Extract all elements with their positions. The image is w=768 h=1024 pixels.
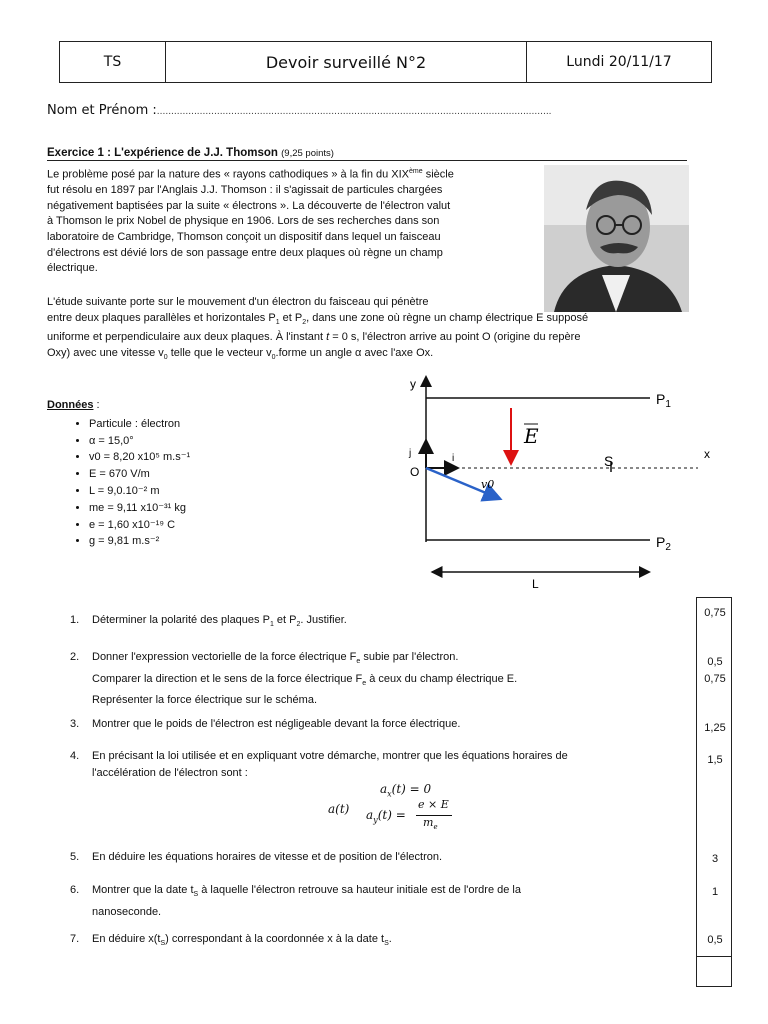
- question-number: 7.: [70, 933, 80, 945]
- eq-num: e × E: [418, 798, 449, 811]
- y-label: y: [410, 377, 416, 391]
- acceleration-equation: [258, 780, 458, 840]
- intro-paragraph: [47, 164, 533, 277]
- study-paragraph: [47, 295, 695, 366]
- score-value: 1,25: [704, 722, 726, 734]
- study-line: Oxy) avec une vitesse $v_0$ telle que le vecteur $v_0.forme$ un angle α avec l'axe Ox.: [47, 346, 434, 362]
- data-item: • g = 9,81 m.s⁻²: [89, 533, 190, 550]
- x-label: x: [704, 447, 710, 461]
- i-label: i: [452, 453, 455, 464]
- question-7: [70, 931, 688, 953]
- score-value: 0,75: [704, 607, 726, 619]
- eq-ax: $a_x(t) = 0$: [380, 782, 432, 799]
- question-text: En précisant la loi utilisée et en expliquant votre démarche, montrer que les équations horaires de l'accélération de l'électron sont :: [92, 750, 568, 779]
- score-value: 3: [711, 853, 719, 865]
- data-item: • Particule : électron: [89, 416, 190, 433]
- e-label: E: [524, 424, 539, 448]
- o-label: O: [410, 465, 420, 479]
- score-column: [696, 597, 732, 987]
- question-3: [70, 716, 688, 733]
- question-5: [70, 849, 688, 866]
- intro-line: fut résolu en 1897 par l'Anglais J.J. Thomson : il s'agissait de particules chargées: [47, 184, 443, 197]
- score-value: 0,75: [704, 673, 726, 685]
- class-cell: TS: [60, 42, 166, 82]
- s-label: S: [604, 453, 614, 469]
- score-value: 0,5: [707, 934, 723, 946]
- intro-line: à Thomson le prix Nobel de physique en 1906. Lors de ses recherches dans son: [47, 215, 440, 228]
- score-value: 1,5: [707, 754, 723, 766]
- question-text: Donner l'expression vectorielle de la force électrique $F_e$ subie par l'électron. Comparer la direction et le sens de la force électrique $F_e$ à ceux du champ électrique E. Représenter la force électrique sur le schéma.: [92, 651, 518, 707]
- data-section: [47, 397, 190, 550]
- exercise-title: [47, 147, 687, 161]
- data-item: • α = 15,0°: [89, 433, 190, 450]
- data-item: • me = 9,11 x10⁻³¹ kg: [89, 500, 190, 517]
- question-2: [70, 649, 688, 709]
- score-separator: [697, 956, 731, 957]
- study-line: uniforme et perpendiculaire aux deux plaques. À l'instant t = 0 s, l'électron arrive au point O (origine du repère: [47, 331, 581, 344]
- question-number: 1.: [70, 614, 80, 626]
- study-line: L'étude suivante porte sur le mouvement d'un électron du faisceau qui pénètre: [47, 296, 429, 308]
- thomson-portrait: [544, 165, 689, 312]
- intro-line: électrique.: [47, 262, 98, 275]
- p2-label: $P_2$: [656, 534, 671, 553]
- intro-line: laboratoire de Cambridge, Thomson conçoit un dispositif dans lequel un faisceau: [47, 231, 441, 244]
- thomson-diagram: [380, 370, 720, 595]
- question-text: Déterminer la polarité des plaques $P_1$ et $P_2$. Justifier.: [92, 614, 347, 629]
- data-item: • e = 1,60 x10⁻¹⁹ C: [89, 517, 190, 534]
- question-number: 6.: [70, 884, 80, 896]
- question-number: 4.: [70, 750, 80, 762]
- intro-line: Le problème posé par la nature des « rayons cathodiques » à la fin du XIXème siècle: [47, 168, 454, 181]
- data-title: Données: [47, 399, 94, 411]
- data-item: • E = 670 V/m: [89, 466, 190, 483]
- j-label: j: [409, 448, 412, 459]
- v0-label: v0: [481, 478, 495, 491]
- score-value: 1: [711, 886, 719, 898]
- data-title-colon: :: [93, 399, 100, 411]
- question-text: En déduire $x(t_S)$ correspondant à la coordonnée x à la date $t_S$.: [92, 933, 392, 948]
- title-cell: Devoir surveillé N°2: [166, 42, 527, 82]
- data-item: • v0 = 8,20 x10⁵ m.s⁻¹: [89, 449, 190, 466]
- study-line: entre deux plaques parallèles et horizontales $P_1$ et $P_2$, dans une zone où règne un champ électrique E supposé: [47, 311, 589, 326]
- question-text: Montrer que le poids de l'électron est négligeable devant la force électrique.: [92, 718, 461, 730]
- p1-label: $P_1$: [656, 391, 671, 410]
- question-number: 2.: [70, 651, 80, 663]
- question-1: [70, 612, 688, 634]
- score-value: 0,5: [707, 656, 723, 668]
- exercise-points: (9,25 points): [281, 148, 334, 159]
- name-dots: ..........................................................................................................................................: [156, 107, 552, 117]
- l-label: L: [532, 577, 539, 591]
- eq-ay: $a_y(t)$ =: [366, 808, 406, 825]
- question-6: [70, 882, 688, 920]
- header-table: [59, 41, 712, 83]
- question-4: [70, 748, 688, 781]
- question-text: Montrer que la date $t_S$ à laquelle l'électron retrouve sa hauteur initiale est de l'ordre de la nanoseconde.: [92, 884, 521, 918]
- data-item: • L = 9,0.10⁻² m: [89, 483, 190, 500]
- date-cell: Lundi 20/11/17: [566, 54, 672, 70]
- intro-line: négativement baptisées par la suite « électrons ». La découverte de l'électron valut: [47, 199, 451, 212]
- name-label: Nom et Prénom :: [47, 103, 157, 118]
- question-number: 5.: [70, 851, 80, 863]
- intro-line: d'électrons est dévié lors de son passage entre deux plaques où règne un champ: [47, 246, 443, 259]
- exercise-title-text: Exercice 1 : L'expérience de J.J. Thomson: [47, 147, 278, 159]
- question-text: En déduire les équations horaires de vitesse et de position de l'électron.: [92, 851, 443, 863]
- question-number: 3.: [70, 718, 80, 730]
- eq-lhs: a(t): [328, 802, 350, 816]
- name-field: [47, 103, 552, 118]
- data-list: [47, 416, 190, 550]
- eq-den: $m_e$: [423, 816, 438, 832]
